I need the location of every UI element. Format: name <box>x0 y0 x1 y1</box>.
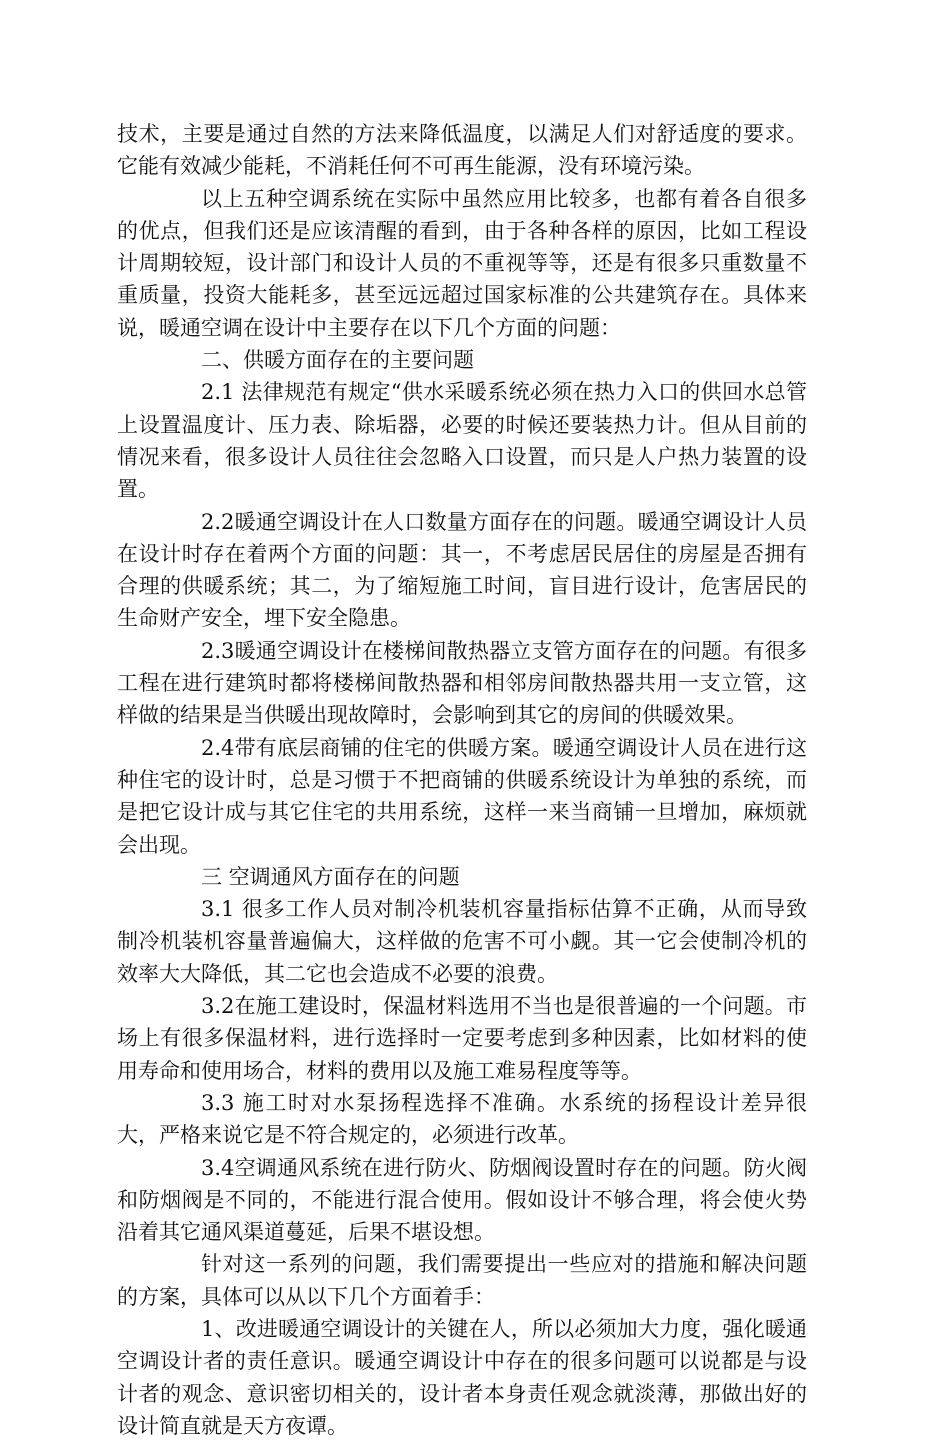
document-body <box>117 118 807 1442</box>
paragraph-measure-1: 1、改进暖通空调设计的关键在人，所以必须加大力度，强化暖通空调设计者的责任意识。暖通空调设计中存在的很多问题可以说都是与设计者的观念、意识密切相关的，设计者本身责任观念就淡薄，那做出好的设计简直就是天方夜谭。 <box>117 1316 807 1438</box>
paragraph-3-1: 3.1 很多工作人员对制冷机装机容量指标估算不正确，从而导致制冷机装机容量普遍偏大，这样做的危害不可小觑。其一它会使制冷机的效率大大降低，其二它也会造成不必要的浪费。 <box>117 897 807 986</box>
paragraph-2-3: 2.3暖通空调设计在楼梯间散热器立支管方面存在的问题。有很多工程在进行建筑时都将楼梯间散热器和相邻房间散热器共用一支立管，这样做的结果是当供暖出现故障时，会影响到其它的房间的供暖效果。 <box>117 638 807 728</box>
paragraph-2-2: 2.2暖通空调设计在人口数量方面存在的问题。暖通空调设计人员在设计时存在着两个方面的问题：其一，不考虑居民居住的房屋是否拥有合理的供暖系统；其二，为了缩短施工时间，盲目进行设计，危害居民的生命财产安全，埋下安全隐患。 <box>117 509 807 631</box>
paragraph-continued: 技术，主要是通过自然的方法来降低温度，以满足人们对舒适度的要求。它能有效减少能耗，不消耗任何不可再生能源，没有环境污染。 <box>117 122 807 179</box>
paragraph-3-2: 3.2在施工建设时，保温材料选用不当也是很普遍的一个问题。市场上有很多保温材料，进行选择时一定要考虑到多种因素，比如材料的使用寿命和使用场合，材料的费用以及施工难易程度等等。 <box>117 994 807 1083</box>
paragraph-3-3: 3.3 施工时对水泵扬程选择不准确。水系统的扬程设计差异很大，严格来说它是不符合规定的，必须进行改革。 <box>117 1090 807 1148</box>
paragraph-3-4: 3.4空调通风系统在进行防火、防烟阀设置时存在的问题。防火阀和防烟阀是不同的，不能进行混合使用。假如设计不够合理，将会使火势沿着其它通风渠道蔓延，后果不堪设想。 <box>117 1155 807 1245</box>
section-heading-heating: 二、供暖方面存在的主要问题 <box>201 348 474 373</box>
section-heading-ventilation: 三 空调通风方面存在的问题 <box>201 864 460 889</box>
paragraph-2-1: 2.1 法律规范有规定“供水采暖系统必须在热力入口的供回水总管上设置温度计、压力表、除垢器，必要的时候还要装热力计。但从目前的情况来看，很多设计人员往往会忽略入口设置，而只是人户热力装置的设置。 <box>117 380 807 502</box>
paragraph-overview: 以上五种空调系统在实际中虽然应用比较多，也都有着各自很多的优点，但我们还是应该清醒的看到，由于各种各样的原因，比如工程设计周期较短，设计部门和设计人员的不重视等等，还是有很多只重数量不重质量，投资大能耗多，甚至远远超过国家标准的公共建筑存在。具体来说，暖通空调在设计中主要存在以下几个方面的问题： <box>117 186 807 340</box>
paragraph-measures-intro: 针对这一系列的问题，我们需要提出一些应对的措施和解决问题的方案，具体可以从以下几个方面着手： <box>117 1252 807 1309</box>
paragraph-2-4: 2.4带有底层商铺的住宅的供暖方案。暖通空调设计人员在进行这种住宅的设计时，总是习惯于不把商铺的供暖系统设计为单独的系统，而是把它设计成与其它住宅的共用系统，这样一来当商铺一旦增加，麻烦就会出现。 <box>117 735 807 857</box>
